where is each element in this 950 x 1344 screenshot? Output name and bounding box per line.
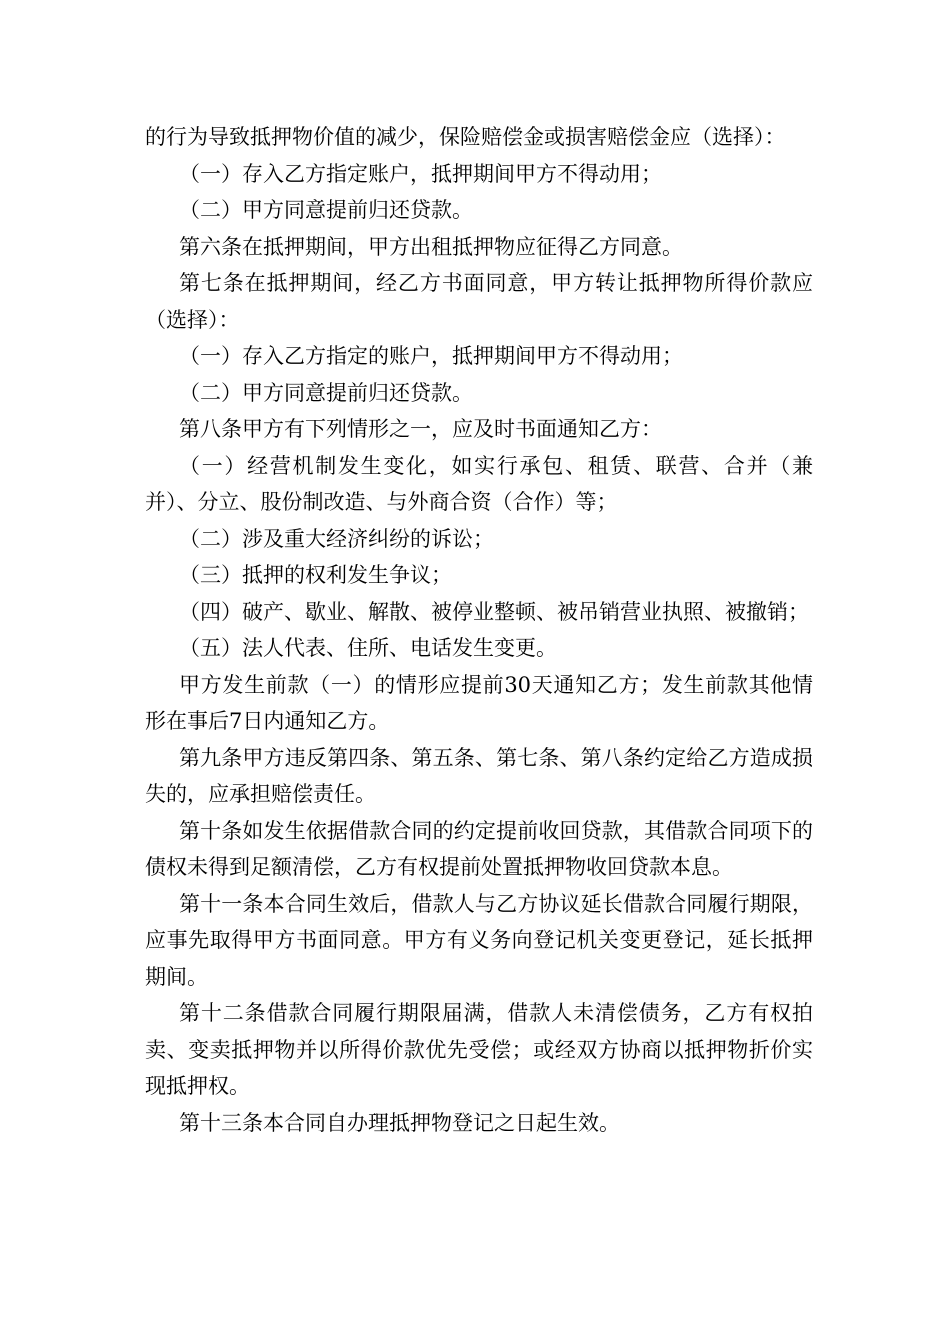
paragraph-article-11: 第十一条本合同生效后，借款人与乙方协议延长借款合同履行期限，应事先取得甲方书面同意。甲方有义务向登记机关变更登记，延长抵押期间。 (145, 891, 813, 989)
paragraph-article-8-item-4: （四）破产、歇业、解散、被停业整顿、被吊销营业执照、被撤销； (179, 599, 809, 624)
paragraph-article-7-option-2: （二）甲方同意提前归还贷款。 (179, 380, 473, 405)
paragraph-article-6: 第六条在抵押期间，甲方出租抵押物应征得乙方同意。 (179, 234, 683, 259)
paragraph-article-9: 第九条甲方违反第四条、第五条、第七条、第八条约定给乙方造成损失的，应承担赔偿责任。 (145, 745, 813, 806)
paragraph-article-8-item-5: （五）法人代表、住所、电话发生变更。 (179, 636, 557, 660)
paragraph-clause-5-option-1: （一）存入乙方指定账户，抵押期间甲方不得动用； (179, 161, 662, 186)
document-body (145, 119, 813, 1141)
paragraph-continuation: 的行为导致抵押物价值的减少，保险赔偿金或损害赔偿金应（选择）： (145, 125, 786, 149)
paragraph-article-13: 第十三条本合同自办理抵押物登记之日起生效。 (179, 1110, 620, 1135)
paragraph-article-10: 第十条如发生依据借款合同的约定提前收回贷款，其借款合同项下的债权未得到足额清偿，乙方有权提前处置抵押物收回贷款本息。 (145, 818, 813, 879)
paragraph-article-8-item-1: （一）经营机制发生变化，如实行承包、租赁、联营、合并（兼并）、分立、股份制改造、与外商合资（合作）等； (145, 453, 813, 514)
paragraph-article-8-item-3: （三）抵押的权利发生争议； (179, 563, 452, 587)
paragraph-article-7-option-1: （一）存入乙方指定的账户，抵押期间甲方不得动用； (179, 344, 683, 368)
paragraph-clause-5-option-2: （二）甲方同意提前归还贷款。 (179, 198, 473, 222)
paragraph-article-8-notice: 甲方发生前款（一）的情形应提前30天通知乙方；发生前款其他情形在事后7日内通知乙方。 (145, 672, 813, 733)
paragraph-article-8: 第八条甲方有下列情形之一，应及时书面通知乙方： (179, 417, 662, 441)
paragraph-article-7: 第七条在抵押期间，经乙方书面同意，甲方转让抵押物所得价款应（选择）： (145, 271, 813, 332)
paragraph-article-8-item-2: （二）涉及重大经济纠纷的诉讼； (179, 526, 494, 551)
paragraph-article-12: 第十二条借款合同履行期限届满，借款人未清偿债务，乙方有权拍卖、变卖抵押物并以所得价款优先受偿；或经双方协商以抵押物折价实现抵押权。 (145, 1001, 813, 1098)
